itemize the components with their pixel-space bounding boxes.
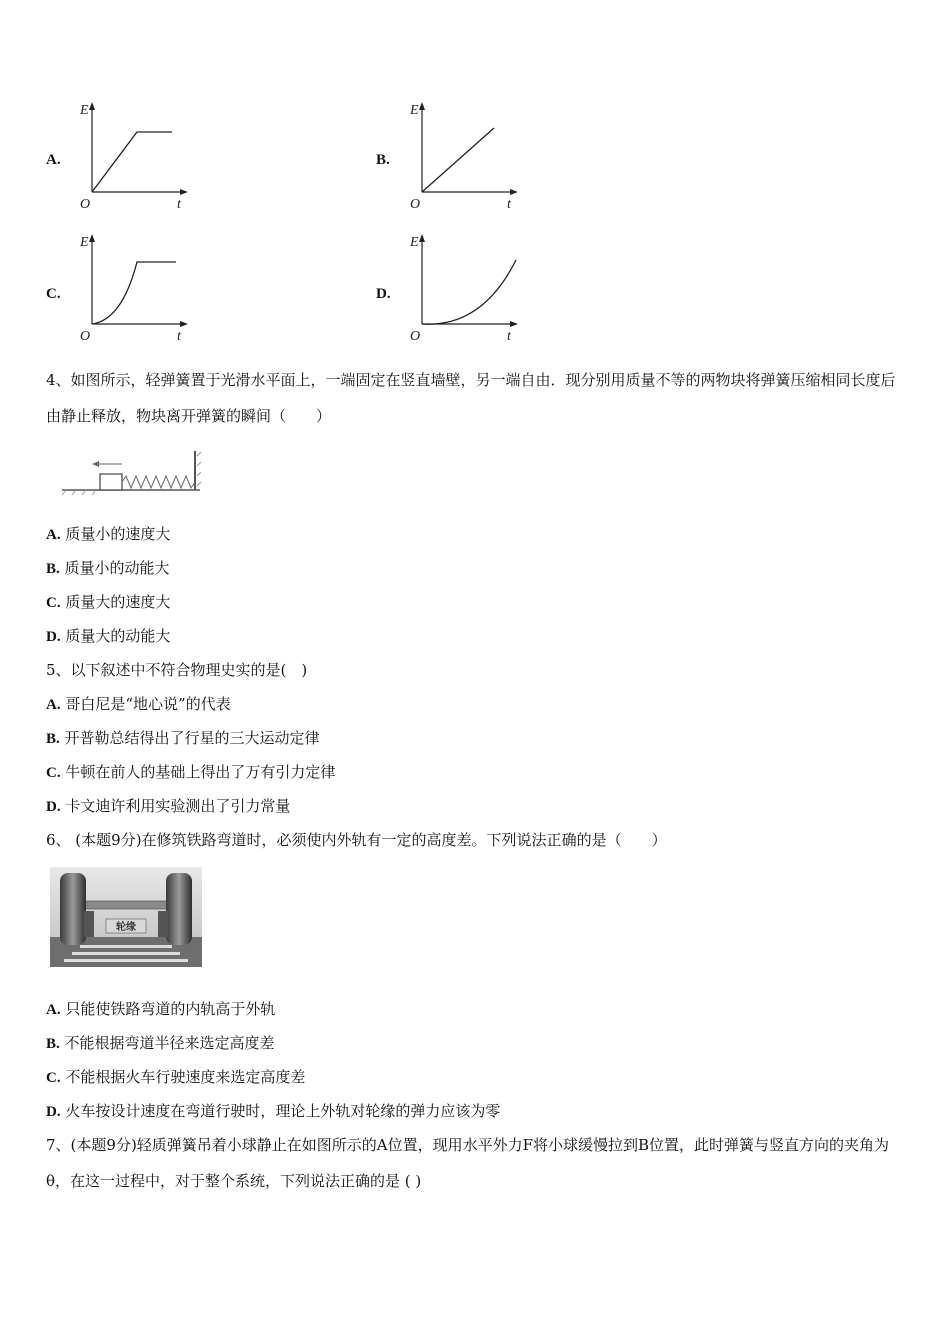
origin-label: O <box>410 197 421 212</box>
q5-option-d: D. 卡文迪许利用实验测出了引力常量 <box>46 797 291 815</box>
q5-stem: 5、以下叙述中不符合物理史实的是( ) <box>46 661 308 679</box>
q5-option-b: B. 开普勒总结得出了行星的三大运动定律 <box>46 729 320 747</box>
q6-option-b: B. 不能根据弯道半径来选定高度差 <box>46 1034 275 1052</box>
graph-curve <box>422 128 494 192</box>
y-arrow-icon <box>419 102 425 110</box>
q4-option-b: B. 质量小的动能大 <box>46 559 170 577</box>
y-arrow-icon <box>419 234 425 242</box>
origin-label: O <box>410 329 421 344</box>
block <box>100 474 122 490</box>
axis-x-label: t <box>177 197 181 212</box>
graph-label-c: C. <box>46 286 61 302</box>
graph-d <box>402 230 532 345</box>
q7-stem: 7、(本题9分)轻质弹簧吊着小球静止在如图所示的A位置，现用水平外力F将小球缓慢拉到B位置，此时弹簧与竖直方向的夹角为θ，在这一过程中，对于整个系统，下列说法正确的是 ( ) <box>46 1136 890 1190</box>
q4-option-d: D. 质量大的动能大 <box>46 627 171 645</box>
q4-option-c: C. 质量大的速度大 <box>46 593 171 611</box>
origin-label: O <box>80 329 91 344</box>
figure-caption: 轮缘 <box>116 922 136 933</box>
y-arrow-icon <box>89 102 95 110</box>
axis-y-label: E <box>80 235 89 250</box>
graph-a <box>72 98 202 213</box>
x-arrow-icon <box>180 189 188 195</box>
graph-curve <box>422 260 516 324</box>
axis-y-label: E <box>410 235 419 250</box>
left-flange <box>84 911 94 937</box>
q5-option-c: C. 牛顿在前人的基础上得出了万有引力定律 <box>46 763 336 781</box>
spring-block-figure <box>60 448 205 496</box>
q6-option-d: D. 火车按设计速度在弯道行驶时，理论上外轨对轮缘的弹力应该为零 <box>46 1102 501 1120</box>
x-arrow-icon <box>510 189 518 195</box>
q4-option-a: A. 质量小的速度大 <box>46 525 171 543</box>
q4-stem: 4、如图所示，轻弹簧置于光滑水平面上，一端固定在竖直墙壁，另一端自由．现分别用质量不等的两物块将弹簧压缩相同长度后由静止释放，物块离开弹簧的瞬间（ ） <box>46 371 896 425</box>
axis-x-label: t <box>507 329 511 344</box>
origin-label: O <box>80 197 91 212</box>
wheel-rail-figure <box>50 867 202 967</box>
graph-c <box>72 230 202 345</box>
axis-y-label: E <box>80 103 89 118</box>
graph-label-a: A. <box>46 152 61 168</box>
graph-curve <box>92 132 172 192</box>
spring <box>122 476 195 488</box>
axle <box>76 901 176 909</box>
q6-option-a: A. 只能使铁路弯道的内轨高于外轨 <box>46 1000 276 1018</box>
graph-b <box>402 98 532 213</box>
left-wheel <box>60 873 86 945</box>
graph-curve <box>92 262 176 324</box>
right-flange <box>158 911 168 937</box>
q5-option-a: A. 哥白尼是“地心说”的代表 <box>46 695 231 713</box>
q6-stem: 6、 (本题9分)在修筑铁路弯道时，必须使内外轨有一定的高度差。下列说法正确的是（ ） <box>46 831 667 849</box>
q6-option-c: C. 不能根据火车行驶速度来选定高度差 <box>46 1068 306 1086</box>
axis-x-label: t <box>177 329 181 344</box>
x-arrow-icon <box>180 321 188 327</box>
y-arrow-icon <box>89 234 95 242</box>
x-arrow-icon <box>510 321 518 327</box>
axis-x-label: t <box>507 197 511 212</box>
graph-label-b: B. <box>376 152 390 168</box>
axis-y-label: E <box>410 103 419 118</box>
right-wheel <box>166 873 192 945</box>
graph-label-d: D. <box>376 286 391 302</box>
